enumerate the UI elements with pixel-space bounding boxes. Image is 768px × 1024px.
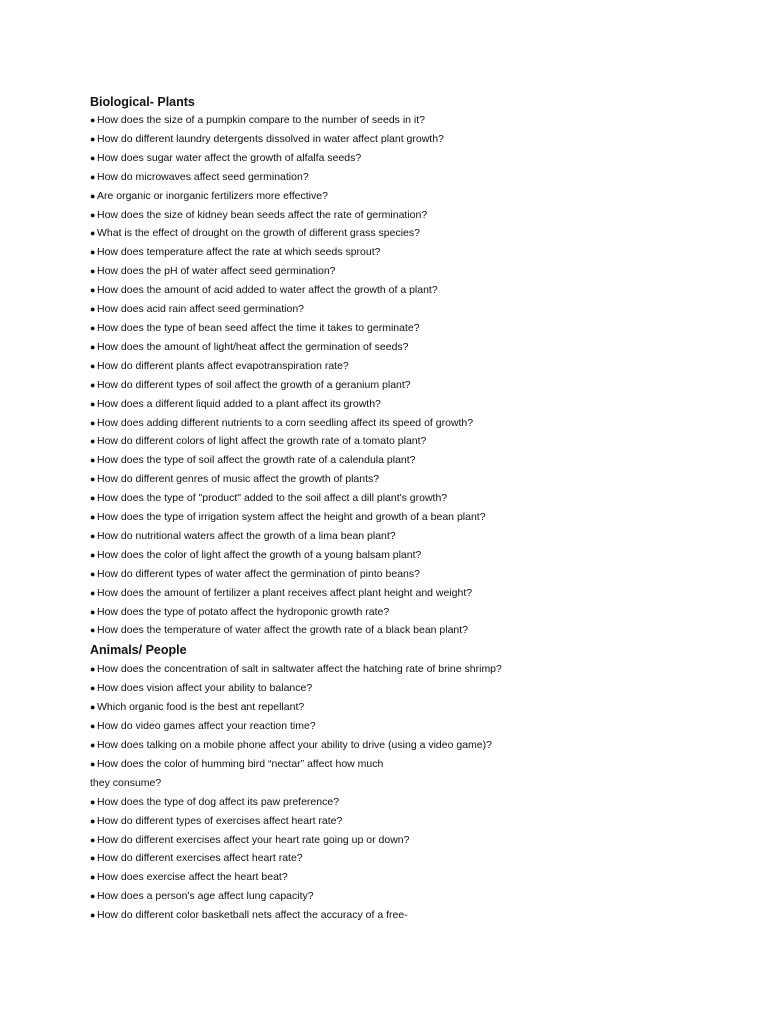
question-text: Which organic food is the best ant repellant?	[97, 701, 305, 714]
question-text-continuation: they consume?	[90, 776, 162, 789]
question-text: How do different types of soil affect the growth of a geranium plant?	[97, 378, 411, 391]
bullet-icon: ●	[90, 360, 96, 371]
question-item	[90, 546, 730, 565]
bullet-icon: ●	[90, 834, 96, 845]
question-item	[90, 679, 730, 698]
question-text: How does vision affect your ability to balance?	[97, 682, 313, 695]
bullet-icon: ●	[90, 587, 96, 598]
question-text: How does the type of potato affect the hydroponic growth rate?	[97, 605, 390, 618]
question-text: How does a person's age affect lung capacity?	[97, 890, 314, 903]
bullet-icon: ●	[90, 152, 96, 163]
bullet-icon: ●	[90, 815, 96, 826]
question-text: How does a different liquid added to a plant affect its growth?	[97, 397, 381, 410]
question-item	[90, 698, 730, 717]
bullet-icon: ●	[90, 266, 96, 277]
question-text: What is the effect of drought on the growth of different grass species?	[97, 227, 420, 240]
question-text: How do different types of exercises affect heart rate?	[97, 814, 343, 827]
bullet-icon: ●	[90, 664, 96, 675]
question-item	[90, 357, 730, 376]
question-item	[90, 187, 730, 206]
question-list	[90, 660, 730, 925]
bullet-icon: ●	[90, 209, 96, 220]
question-item	[90, 868, 730, 887]
question-text: How does exercise affect the heart beat?	[97, 871, 288, 884]
bullet-icon: ●	[90, 171, 96, 182]
section-heading: Animals/ People	[90, 643, 187, 658]
question-item	[90, 527, 730, 546]
question-text: How do different color basketball nets affect the accuracy of a free-	[97, 909, 408, 922]
bullet-icon: ●	[90, 133, 96, 144]
question-text: Are organic or inorganic fertilizers more effective?	[97, 189, 328, 202]
question-text: How does the color of light affect the growth of a young balsam plant?	[97, 548, 422, 561]
question-item	[90, 243, 730, 262]
question-item	[90, 432, 730, 451]
question-item	[90, 168, 730, 187]
question-text: How do different types of water affect the germination of pinto beans?	[97, 567, 420, 580]
bullet-icon: ●	[90, 285, 96, 296]
bullet-icon: ●	[90, 758, 96, 769]
question-text: How does the temperature of water affect the growth rate of a black bean plant?	[97, 624, 469, 637]
question-item	[90, 660, 730, 679]
question-text: How does the amount of fertilizer a plant receives affect plant height and weight?	[97, 586, 473, 599]
question-text: How does the size of kidney bean seeds affect the rate of germination?	[97, 208, 428, 221]
question-item	[90, 812, 730, 831]
question-item	[90, 887, 730, 906]
question-text: How does sugar water affect the growth of alfalfa seeds?	[97, 151, 362, 164]
bullet-icon: ●	[90, 872, 96, 883]
question-item	[90, 849, 730, 868]
question-item	[90, 603, 730, 622]
question-text: How do microwaves affect seed germination?	[97, 170, 309, 183]
question-text: How does the amount of light/heat affect the germination of seeds?	[97, 340, 409, 353]
bullet-icon: ●	[90, 341, 96, 352]
question-item	[90, 414, 730, 433]
bullet-icon: ●	[90, 417, 96, 428]
question-item	[90, 111, 730, 130]
bullet-icon: ●	[90, 115, 96, 125]
question-item	[90, 395, 730, 414]
question-text: How does acid rain affect seed germination?	[97, 303, 305, 316]
question-item	[90, 831, 730, 850]
bullet-icon: ●	[90, 740, 96, 750]
question-item	[90, 621, 730, 640]
question-item	[90, 376, 730, 395]
bullet-icon: ●	[90, 910, 96, 921]
bullet-icon: ●	[90, 512, 96, 523]
question-item	[90, 281, 730, 300]
bullet-icon: ●	[90, 549, 96, 560]
question-text: How does the type of "product" added to the soil affect a dill plant's growth?	[97, 492, 448, 505]
bullet-icon: ●	[90, 721, 96, 732]
question-text: How do nutritional waters affect the growth of a lima bean plant?	[97, 529, 396, 542]
question-item	[90, 565, 730, 584]
question-item	[90, 319, 730, 338]
question-item	[90, 149, 730, 168]
section-heading: Biological- Plants	[90, 95, 195, 109]
question-text: How does the type of bean seed affect the time it takes to germinate?	[97, 321, 420, 334]
question-text: How do different colors of light affect the growth rate of a tomato plant?	[97, 435, 427, 448]
section-animals-people	[90, 640, 730, 925]
question-text: How does the type of soil affect the growth rate of a calendula plant?	[97, 454, 416, 467]
question-item	[90, 793, 730, 812]
bullet-icon: ●	[90, 568, 96, 579]
bullet-icon: ●	[90, 474, 96, 485]
question-item	[90, 508, 730, 527]
question-text: How do different laundry detergents dissolved in water affect plant growth?	[97, 132, 444, 145]
question-text: How do different exercises affect your heart rate going up or down?	[97, 833, 410, 846]
question-item	[90, 489, 730, 508]
question-text: How does the concentration of salt in saltwater affect the hatching rate of brine shrimp?	[97, 663, 502, 676]
bullet-icon: ●	[90, 247, 96, 258]
bullet-icon: ●	[90, 493, 96, 504]
bullet-icon: ●	[90, 190, 96, 201]
question-item	[90, 206, 730, 225]
question-text: How does talking on a mobile phone affect your ability to drive (using a video game)?	[97, 739, 492, 751]
question-text: How does the type of dog affect its paw preference?	[97, 795, 340, 808]
bullet-icon: ●	[90, 379, 96, 390]
question-text: How do video games affect your reaction time?	[97, 720, 316, 733]
question-item	[90, 130, 730, 149]
question-item	[90, 262, 730, 281]
question-item	[90, 224, 730, 243]
question-item	[90, 736, 730, 755]
question-text: How does the size of a pumpkin compare to the number of seeds in it?	[97, 114, 426, 126]
question-item	[90, 470, 730, 489]
bullet-icon: ●	[90, 853, 96, 864]
question-text: How does the type of irrigation system affect the height and growth of a bean plant?	[97, 511, 486, 524]
question-item	[90, 300, 730, 319]
bullet-icon: ●	[90, 436, 96, 447]
bullet-icon: ●	[90, 891, 96, 902]
bullet-icon: ●	[90, 625, 96, 636]
question-text: How do different exercises affect heart rate?	[97, 852, 303, 865]
question-text: How does the color of humming bird “nectar” affect how much	[97, 757, 384, 770]
question-text: How do different genres of music affect the growth of plants?	[97, 473, 380, 486]
question-text: How does the pH of water affect seed germination?	[97, 265, 336, 278]
bullet-icon: ●	[90, 228, 96, 239]
bullet-icon: ●	[90, 606, 96, 617]
bullet-icon: ●	[90, 702, 96, 713]
question-item	[90, 451, 730, 470]
bullet-icon: ●	[90, 304, 96, 315]
question-item	[90, 755, 730, 774]
question-item	[90, 774, 730, 793]
section-biological-plants	[90, 92, 730, 640]
question-item	[90, 338, 730, 357]
question-item	[90, 584, 730, 603]
question-text: How does the amount of acid added to water affect the growth of a plant?	[97, 284, 438, 297]
bullet-icon: ●	[90, 796, 96, 807]
document-page	[90, 92, 730, 925]
question-text: How do different plants affect evapotranspiration rate?	[97, 359, 349, 372]
question-item	[90, 906, 730, 925]
question-list	[90, 111, 730, 640]
bullet-icon: ●	[90, 398, 96, 409]
bullet-icon: ●	[90, 455, 96, 466]
question-text: How does adding different nutrients to a corn seedling affect its speed of growth?	[97, 416, 474, 429]
bullet-icon: ●	[90, 683, 96, 694]
question-item	[90, 717, 730, 736]
bullet-icon: ●	[90, 530, 96, 541]
question-text: How does temperature affect the rate at which seeds sprout?	[97, 246, 381, 259]
bullet-icon: ●	[90, 322, 96, 333]
